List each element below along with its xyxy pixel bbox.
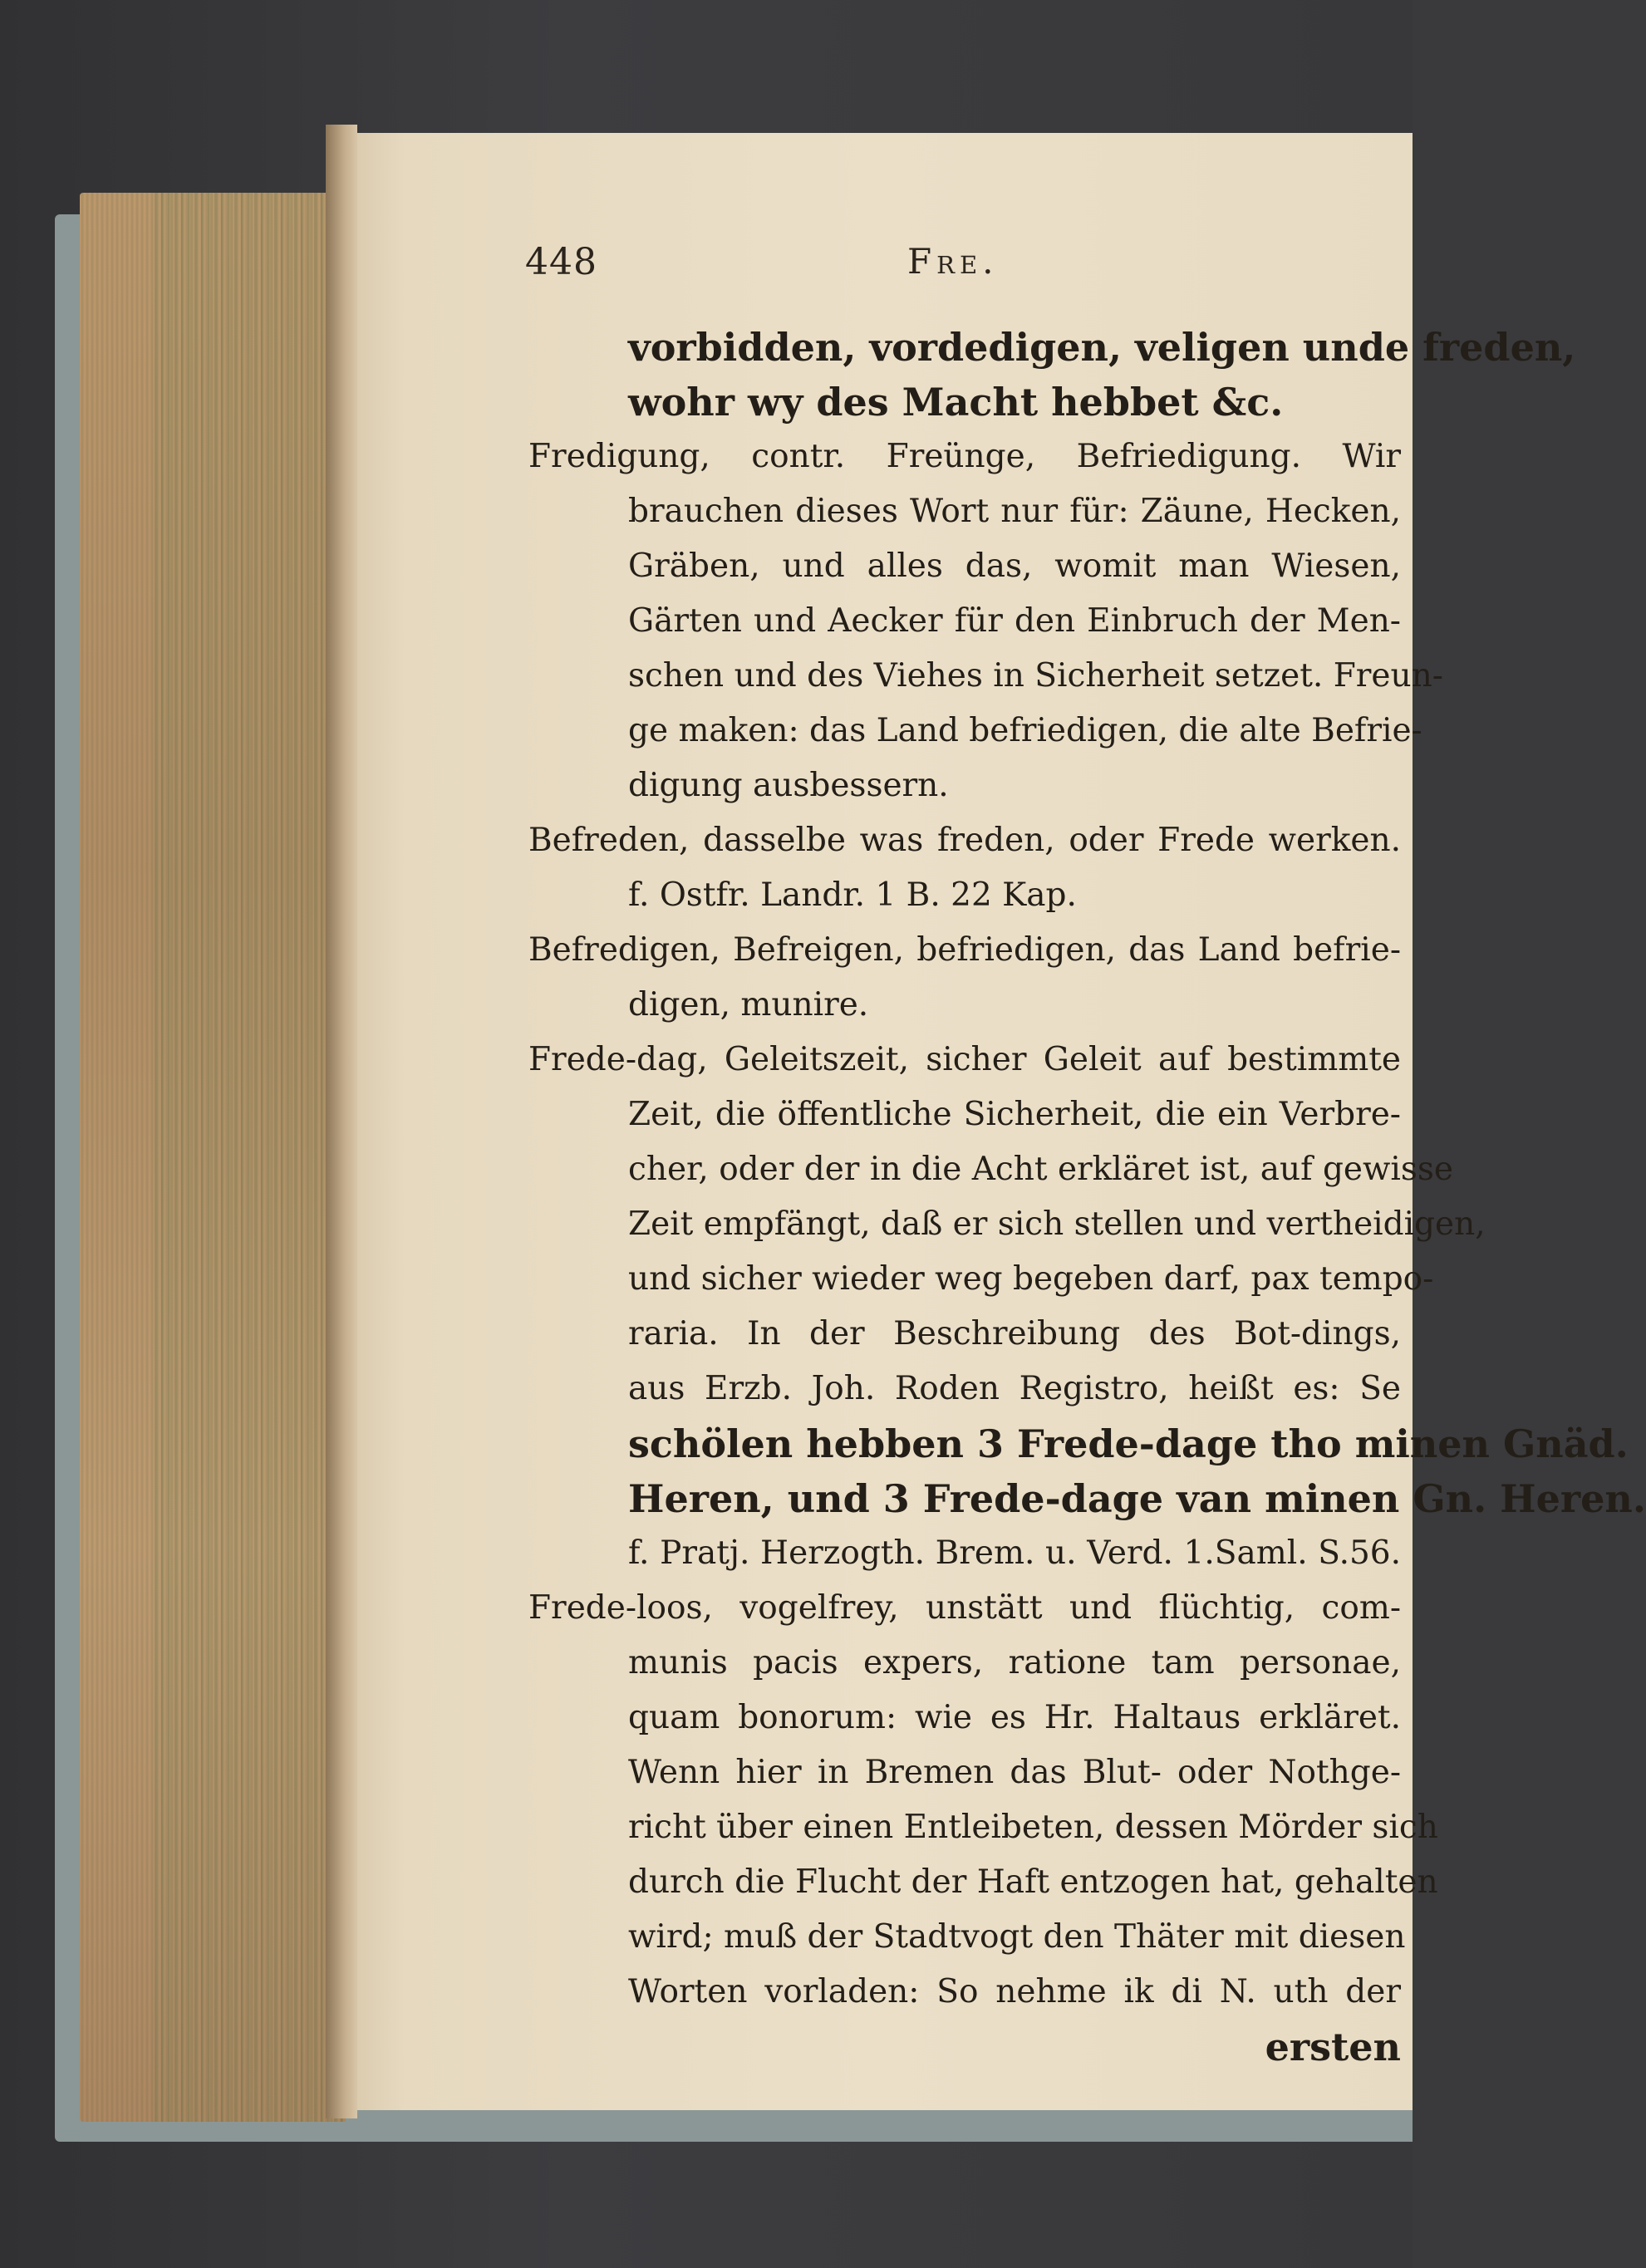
text-line-content: richt über einen Entleibeten, dessen Mörder sich	[628, 1809, 1438, 1846]
text-line	[528, 1142, 1453, 1197]
text-line	[528, 1471, 1646, 1526]
text-line-content: raria. In der Beschreibung des Bot-dings,	[628, 1315, 1401, 1352]
text-body	[528, 320, 1646, 2074]
text-line-content: quam bonorum: wie es Hr. Haltaus erkläret.	[628, 1699, 1401, 1736]
text-line-content: Befreden, dasselbe was freden, oder Frede werken.	[528, 822, 1401, 859]
text-line-content: digen, munire.	[628, 986, 869, 1024]
text-line	[528, 1965, 1401, 2020]
text-line-content: schen und des Viehes in Sicherheit setzet. Freun-	[628, 657, 1443, 695]
text-line	[528, 1855, 1438, 1910]
text-line-content: Gräben, und alles das, womit man Wiesen,	[628, 547, 1401, 585]
text-line	[528, 704, 1422, 758]
text-line	[528, 758, 1401, 813]
text-line	[528, 1581, 1401, 1636]
text-line-content: Fredigung, contr. Freünge, Befriedigung. Wir	[528, 438, 1401, 475]
text-line	[528, 430, 1401, 484]
text-line-content: Frede-loos, vogelfrey, unstätt und flüchtig, com-	[528, 1589, 1401, 1627]
text-line-content: cher, oder der in die Acht erkläret ist, auf gewisse	[628, 1151, 1453, 1188]
text-line-content: wohr wy des Macht hebbet &c.	[628, 380, 1284, 425]
text-line	[528, 868, 1401, 923]
text-line	[528, 1526, 1401, 1581]
text-line	[528, 1745, 1401, 1800]
text-line-content: vorbidden, vordedigen, veligen unde freden,	[628, 325, 1576, 370]
text-line	[528, 923, 1401, 978]
text-line-content: ge maken: das Land befriedigen, die alte Befrie-	[628, 712, 1422, 749]
text-line	[528, 1252, 1434, 1307]
text-line-content: Gärten und Aecker für den Einbruch der Men-	[628, 602, 1401, 640]
text-line	[528, 1087, 1401, 1142]
text-line	[528, 1307, 1401, 1362]
text-line	[528, 1691, 1401, 1745]
text-line	[528, 1033, 1401, 1087]
text-line	[528, 1416, 1629, 1471]
text-line-content: ersten	[1265, 2025, 1401, 2069]
text-line-content: schölen hebben 3 Frede-dage tho minen Gnäd.	[628, 1421, 1629, 1466]
text-line	[528, 539, 1401, 594]
text-line-content: brauchen dieses Wort nur für: Zäune, Hecken,	[628, 493, 1401, 530]
text-line-content: Wenn hier in Bremen das Blut- oder Nothge-	[628, 1754, 1401, 1791]
text-line-content: munis pacis expers, ratione tam personae,	[628, 1644, 1401, 1681]
text-line	[528, 594, 1401, 649]
page-header	[525, 241, 1398, 291]
text-line-content: digung ausbessern.	[628, 767, 949, 804]
text-line-content: Zeit empfängt, daß er sich stellen und vertheidigen,	[628, 1205, 1486, 1243]
text-line	[528, 813, 1401, 868]
text-line	[528, 1197, 1486, 1252]
text-line	[528, 978, 1401, 1033]
text-line	[528, 2020, 1401, 2074]
text-line	[528, 375, 1401, 430]
text-line-content: Worten vorladen: So nehme ik di N. uth der	[628, 1973, 1401, 2010]
text-line	[528, 1910, 1406, 1965]
text-line-content: Befredigen, Befreigen, befriedigen, das Land befrie-	[528, 931, 1401, 969]
text-line	[528, 1362, 1401, 1416]
text-line	[528, 649, 1443, 704]
page-gutter	[326, 125, 357, 2118]
page-edges	[80, 193, 346, 2122]
text-line	[528, 320, 1576, 375]
text-line-content: durch die Flucht der Haft entzogen hat, gehalten	[628, 1863, 1438, 1901]
text-line-content: Heren, und 3 Frede-dage van minen Gn. Heren.	[628, 1476, 1646, 1521]
text-line-content: Zeit, die öffentliche Sicherheit, die ein Verbre-	[628, 1096, 1401, 1133]
text-line	[528, 1800, 1438, 1855]
running-head: Fre.	[907, 241, 999, 282]
text-line-content: wird; muß der Stadtvogt den Thäter mit diesen	[628, 1918, 1406, 1956]
text-line-content: und sicher wieder weg begeben darf, pax tempo-	[628, 1260, 1434, 1298]
text-line-content: Frede-dag, Geleitszeit, sicher Geleit auf bestimmte	[528, 1041, 1401, 1078]
text-line	[528, 484, 1401, 539]
text-line-content: aus Erzb. Joh. Roden Registro, heißt es: Se	[628, 1370, 1401, 1407]
text-line-content: f. Pratj. Herzogth. Brem. u. Verd. 1.Saml. S.56.	[628, 1534, 1401, 1572]
page-number: 448	[525, 241, 597, 283]
text-line	[528, 1636, 1401, 1691]
text-line-content: f. Ostfr. Landr. 1 B. 22 Kap.	[628, 876, 1077, 914]
